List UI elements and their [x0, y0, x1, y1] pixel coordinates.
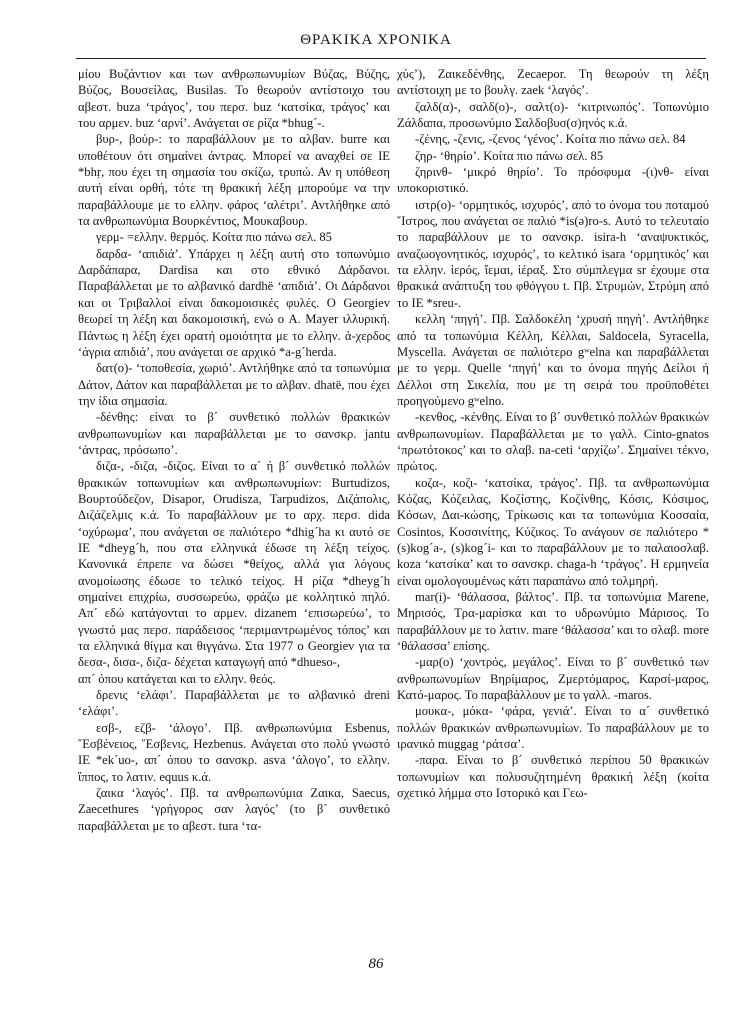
paragraph: βυρ-, βούρ-: το παραβάλλουν με το αλβαν. burre και υποθέτουν ότι σημαίνει άντρας. Μπορεί να αναχθεί σε ΙΕ *bhṛ, που έχει τη σημασία του σκίζω, τρυπώ. Αν η υπόθεση αυτή είναι ορθή, τότε τη θρακική λέξη μπορούμε να την παραβάλλουμε με το ελλην. φάρος ‘αλέτρι’. Αντλήθηκε από τα ανθρωπωνύμια Βουρκέντιος, Μουκαβουρ.: [78, 132, 390, 229]
paragraph: κελλη ‘πηγή’. Πβ. Σαλδοκέλη ‘χρυσή πηγή’. Αντλήθηκε από τα τοπωνύμια Κέλλη, Κέλλαι, Saldocela, Syracella, Myscella. Ανάγεται σε παλιότερο gʷelna και παραβάλλεται με το γερμ. Quelle ‘πηγή’ και το όνομα πηγής Δείλοι ή Δέλλοι στη Σικελία, που με τη σειρά του προϋποθέτει προηγούμενο gʷelno.: [397, 312, 709, 408]
paragraph: δατ(ο)- ‘τοποθεσία, χωριό’. Αντλήθηκε από τα τοπωνύμια Δάτον, Δάτον και παραβάλλεται με το αλβαν. dhatë, που έχει την ίδια σημασία.: [78, 361, 390, 408]
paragraph: απ´ όπου κατάγεται και το ελλην. θεός.: [78, 671, 276, 686]
paragraph: δαρδα- ‘απιδιά’. Υπάρχει η λέξη αυτή στο τοπωνύμιο Δαρδάπαρα, Dardisa και στο εθνικό Δάρδανοι. Παραβάλλεται με το αλβανικό dardhë ‘απιδιά’. Οι Δάρδανοι και οι Τριβαλλοί είναι δακομοισικές φυλές. Ο Georgiev θεωρεί τη λέξη και δακομοισική, ενώ ο A. Mayer ιλλυρική. Πάντως η λέξη έχει ορατή ομοιότητα με το ελλην. ἀ-χερδος ‘άγρια απιδιά’, που ανάγεται σε αρχικό *a-g´herda.: [78, 246, 390, 359]
paragraph: ιστρ(ο)- ‘ορμητικός, ισχυρός’, από το όνομα του ποταμού ῎Ιστρος, που ανάγεται σε παλιό *is(ə)ro-s. Αυτό το τελευταίο το παραβάλλουν με το σανσκρ. isira-h ‘αναψυκτικός, αναζωογονητικός, ισχυρός’, το κελτικό isara ‘ορμητικός’ και τα ελλην. ἱερός, ἵεμαι, ἱέραξ. Στο σύμπλεγμα sr έχουμε στα θρακικά ανάπτυξη του φθόγγου t. Πβ. Στρυμών, Στρύμη από το ΙΕ *sreu-.: [397, 197, 709, 310]
paragraph: ζαικα ‘λαγός’. Πβ. τα ανθρωπωνύμια Ζαικα, Saecus, Zaecethures ‘γρήγορος σαν λαγός’ (το β´ συνθετικό παραβάλλεται με το αβεστ. tura ‘τα-: [78, 786, 390, 833]
paragraph: δρενις ‘ελάφι’. Παραβάλλεται με το αλβανικό dreni ‘ελάφι’.: [78, 688, 390, 719]
running-head: ΘΡΑΚΙΚΑ ΧΡΟΝΙΚΑ: [300, 32, 452, 48]
paragraph: γερμ- =ελλην. θερμός. Κοίτα πιο πάνω σελ. 85: [96, 230, 332, 245]
paragraph: -κενθος, -κένθης. Είναι το β´ συνθετικό πολλών θρακικών ανθρωπωνυμίων. Παραβάλλεται με το γαλλ. Cinto-gnatos ‘πρωτότοκος’ και το σλαβ. na-ceti ‘αρχίζω’. Σημαίνει τέκνο, πρώτος.: [397, 410, 709, 474]
page-number: 86: [368, 956, 384, 972]
paragraph: διζα-, -διζα, -διζος. Είναι το α´ ή β´ συνθετικό πολλών θρακικών τοπωνυμίων και ανθρωπωνυμίων: Burtudizos, Βουρτούδεζον, Disapor, Orudisza, Tarpudizos, Διζάπολις, Διζάζελμις κ.ά. Το παραβάλλουν με το αρχ. περσ. dida ‘οχύρωμα’, που ανάγεται σε παλιότερο *dhig´ha κι αυτό σε ΙΕ *dheyg´h, που στα ελληνικά έδωσε τη λέξη τείχος. Κανονικά έπρεπε να δώσει *θείχος, αλλά για λόγους ανομοίωσης έδωσε το τελικό τείχος. Η ρίζα *dheyg´h σημαίνει επιχρίω, συσσωρεύω, φράζω με κολλητικό πηλό. Απ´ εδώ κατάγονται το αρμεν. dizanem ‘επισωρεύω’, το γνωστό μας περσ. παράδεισος ‘περιμαντρωμένος τόπος’ και τα ελληνικά θίγμα και θιγγάνω. Στα 1977 ο Georgiev για τα δεσα-, δισα-, διζα- δέχεται καταγωγή από *dhueso-,: [78, 459, 390, 670]
paragraph: μουκα-, μόκα- ‘φάρα, γενιά’. Είναι το α´ συνθετικό πολλών θρακικών ανθρωπωνυμίων. Το παραβάλλουν με το ιρανικό muggag ‘ράτσα’.: [397, 704, 709, 752]
paragraph: κοζα-, κοζι- ‘κατσίκα, τράγος’. Πβ. τα ανθρωπωνύμια Κόζας, Κόζειλας, Κοζίστης, Κοζίνθης, Κόσις, Κόσιμος, Κόσων, Δαι-κώσης, Τρίκωσις και τα τοπωνύμια Κοσσαία, Cosintos, Κοσσινίτης, Κύζικος. Το ανάγουν σε παλιότερο *(s)kog´a-, (s)kog´i- και το παραβάλλουν με το παλαιοσλαβ. koza ‘κατσίκα’ και το σανσκρ. chaga-h ‘τράγος’. Η ερμηνεία είναι ομολογουμένως κάτι παραπάνω από τολμηρή.: [397, 475, 709, 588]
paragraph: ζαλδ(α)-, σαλδ(ο)-, σαλτ(ο)- ‘κιτρινωπός’. Τοπωνύμιο Ζάλδαπα, προσωνύμιο Σαλδοβυσ(σ)ηνός κ.ά.: [397, 99, 709, 131]
paragraph: ζηρινθ- ‘μικρό θηρίο’. Το πρόσφυμα -(ι)νθ- είναι υποκοριστικό.: [397, 165, 709, 196]
paragraph: mar(i)- ‘θάλασσα, βάλτος’. Πβ. τα τοπωνύμια Marene, Μηρισός, Τρα-μαρίσκα και το υδρωνύμιο Μάρισος. Το παραβάλλουν με το λατιν. mare ‘θάλασσα’ και το σλαβ. more ‘θάλασσα’ επίσης.: [397, 590, 709, 654]
paragraph: ζηρ- ‘θηρίο’. Κοίτα πιο πάνω σελ. 85: [415, 148, 604, 163]
paragraph: εσβ-, εζβ- ‘άλογο’. Πβ. ανθρωπωνύμια Esbenus, ῎Εσβένειος, ῎Εσβενις, Hezbenus. Ανάγεται στο πολύ γνωστό ΙΕ *ek´uo-, απ´ όπου το σανσκρ. asva ‘άλογο’, το ελλην. ἵππος, το λατιν. equus κ.ά.: [78, 720, 390, 784]
paragraph: -μαρ(ο) ‘χοντρός, μεγάλος’. Είναι το β´ συνθετικό των ανθρωπωνυμίων Βηρίμαρος, Ζμερτόμαρος, Καρσί-μαρος, Κατό-μαρος. Το παραβάλλουν με το γαλλ. -maros.: [397, 655, 709, 703]
paragraph: -ζένης, -ζενις, -ζενος ‘γένος’. Κοίτα πιο πάνω σελ. 84: [415, 132, 686, 147]
paragraph: μίου Βυζάντιον και των ανθρωπωνυμίων Βύζας, Βύζης, Βύζος, Βουσείλας, Busilas. Το θεωρούν αντίστοιχο του αβεστ. buza ‘τράγος’, του περσ. buz ‘κατσίκα, τράγος’ και του αρμεν. buz ‘αρνί’. Ανάγεται σε ρίζα *bhug´-.: [78, 67, 390, 131]
right-column: [397, 66, 709, 956]
left-column: [78, 66, 390, 956]
paragraph: -παρα. Είναι το β´ συνθετικό περίπου 50 θρακικών τοπωνυμίων και πολυσυζητημένη θρακική λέξη (κοίτα σχετικό λήμμα στο Ιστορικό και Γεω-: [397, 753, 709, 801]
paragraph: χύς’), Ζαικεδένθης, Zecaepor. Τη θεωρούν τη λέξη αντίστοιχη με το βουλγ. zaek ‘λαγός’.: [397, 67, 709, 98]
paragraph: -δένθης: είναι το β´ συνθετικό πολλών θρακικών ανθρωπωνυμίων και παραβάλλεται με το σανσκρ. jantu ‘άντρας, πρόσωπο’.: [78, 410, 390, 457]
header-rule: [76, 58, 706, 59]
